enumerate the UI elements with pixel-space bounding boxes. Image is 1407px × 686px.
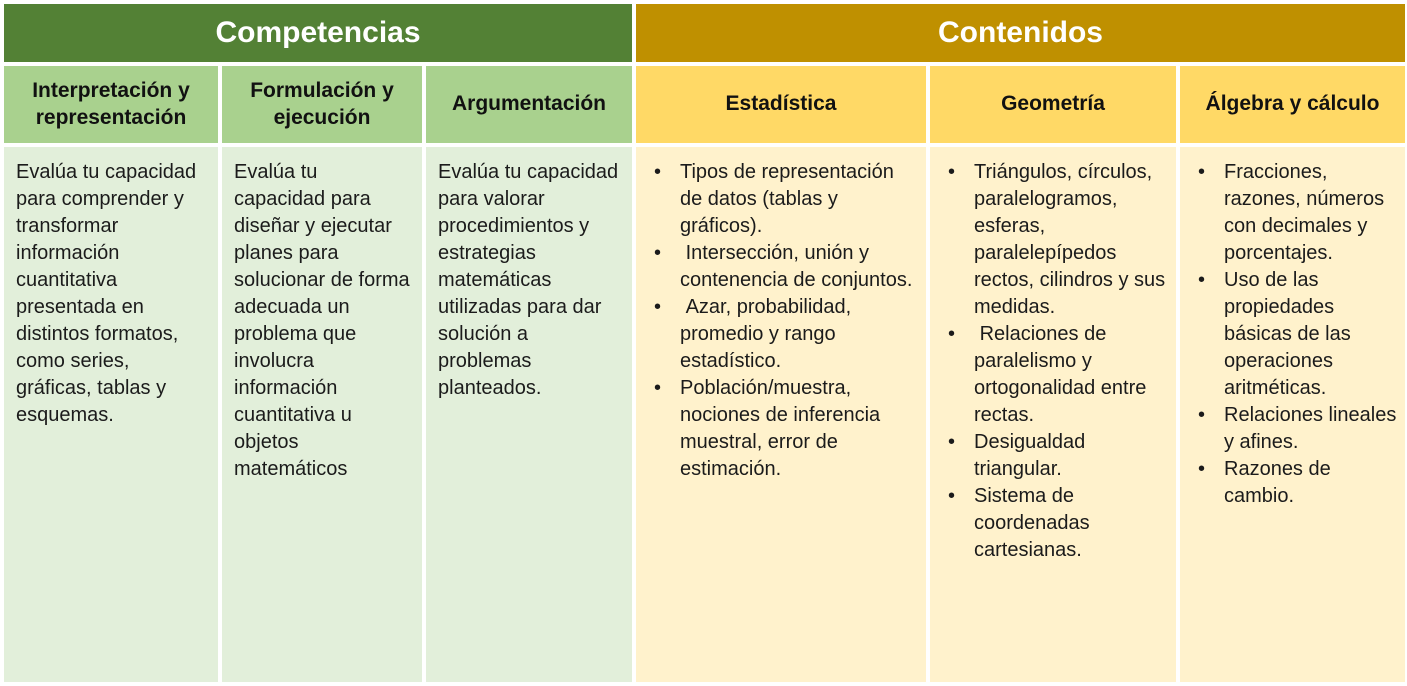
list-item: • Fracciones, razones, números con decimales y porcentajes. — [1188, 159, 1399, 267]
list-item: • Sistema de coordenadas cartesianas. — [938, 483, 1170, 564]
list-item: • Relaciones de paralelismo y ortogonalidad entre rectas. — [938, 321, 1170, 429]
list-item: • Intersección, unión y contenencia de conjuntos. — [644, 240, 920, 294]
list-item: • Razones de cambio. — [1188, 456, 1399, 510]
body-cell-interpretacion-y-representacion: Evalúa tu capacidad para comprender y transformar información cuantitativa presentada en distintos formatos, como series, gráficas, tablas y esquemas. — [4, 147, 218, 682]
column-header-interpretacion-y-representacion: Interpretación y representación — [4, 66, 218, 143]
column-header-formulacion-y-ejecucion: Formulación y ejecución — [222, 66, 422, 143]
list-item: • Tipos de representación de datos (tablas y gráficos). — [644, 159, 920, 240]
list-item: • Uso de las propiedades básicas de las operaciones aritméticas. — [1188, 267, 1399, 402]
list-item: • Azar, probabilidad, promedio y rango estadístico. — [644, 294, 920, 375]
body-cell-formulacion-y-ejecucion: Evalúa tu capacidad para diseñar y ejecutar planes para solucionar de forma adecuada un problema que involucra información cuantitativa u objetos matemáticos — [222, 147, 422, 682]
algebra-topic-list — [1188, 159, 1402, 510]
group-header-competencias: Competencias — [4, 4, 632, 62]
body-cell-argumentacion: Evalúa tu capacidad para valorar procedimientos y estrategias matemáticas utilizadas para dar solución a problemas planteados. — [426, 147, 632, 682]
body-cell-estadistica — [636, 147, 926, 682]
column-header-algebra-y-calculo: Álgebra y cálculo — [1180, 66, 1405, 143]
group-header-contenidos: Contenidos — [636, 4, 1405, 62]
column-header-argumentacion: Argumentación — [426, 66, 632, 143]
body-cell-geometria — [930, 147, 1176, 682]
estadistica-topic-list — [644, 159, 920, 483]
body-cell-algebra-y-calculo — [1180, 147, 1405, 682]
column-header-geometria: Geometría — [930, 66, 1176, 143]
list-item: • Desigualdad triangular. — [938, 429, 1170, 483]
list-item: • Relaciones lineales y afines. — [1188, 402, 1399, 456]
list-item: • Triángulos, círculos, paralelogramos, esferas, paralelepípedos rectos, cilindros y sus medidas. — [938, 159, 1170, 321]
column-header-estadistica: Estadística — [636, 66, 926, 143]
list-item: • Población/muestra, nociones de inferencia muestral, error de estimación. — [644, 375, 920, 483]
geometria-topic-list — [938, 159, 1170, 564]
